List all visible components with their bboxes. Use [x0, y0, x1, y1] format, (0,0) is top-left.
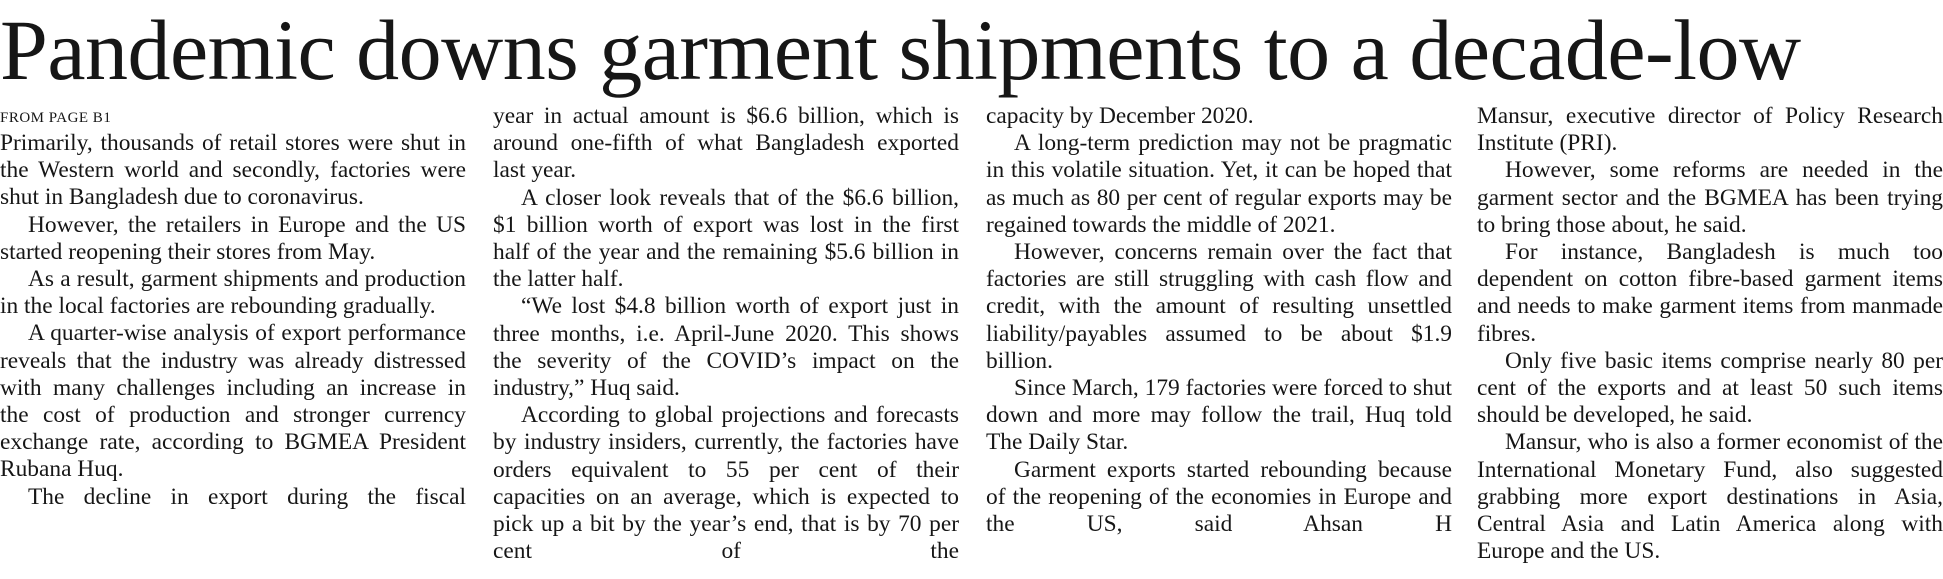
article-column-2	[493, 103, 959, 565]
paragraph: However, the retailers in Europe and the US started reopening their stores from May.	[0, 211, 466, 265]
jump-label: FROM PAGE B1	[0, 110, 112, 126]
paragraph: For instance, Bangladesh is much too dependent on cotton fibre-based garment items and needs to make garment items from manmade fibres.	[1477, 239, 1943, 347]
paragraph: However, some reforms are needed in the garment sector and the BGMEA has been trying to bring those about, he said.	[1477, 157, 1943, 238]
paragraph: A long-term prediction may not be pragmatic in this volatile situation. Yet, it can be hoped that as much as 80 per cent of regular exports may be regained towards the middle of 2021.	[986, 130, 1452, 238]
paragraph: However, concerns remain over the fact that factories are still struggling with cash flow and credit, with the amount of resulting unsettled liability/payables assumed to be about $1.9 billion.	[986, 239, 1452, 374]
paragraph: Mansur, executive director of Policy Research Institute (PRI).	[1477, 103, 1943, 157]
paragraph: Mansur, who is also a former economist of the International Monetary Fund, also suggested grabbing more export destinations in Asia, Central Asia and Latin America along with Europe and the US.	[1477, 429, 1943, 565]
article-column-3	[986, 103, 1452, 538]
paragraph: The decline in export during the fiscal	[28, 483, 466, 510]
paragraph: capacity by December 2020.	[986, 103, 1254, 129]
paragraph: Since March, 179 factories were forced to shut down and more may follow the trail, Huq told The Daily Star.	[986, 375, 1452, 456]
paragraph: A quarter-wise analysis of export performance reveals that the industry was already distressed with many challenges including an increase in the cost of production and stronger currency exchange rate, according to BGMEA President Rubana Huq.	[0, 320, 466, 483]
paragraph: Only five basic items comprise nearly 80 per cent of the exports and at least 50 such items should be developed, he said.	[1477, 347, 1943, 429]
paragraph: As a result, garment shipments and production in the local factories are rebounding gradually.	[0, 266, 466, 320]
headline: Pandemic downs garment shipments to a decade-low	[0, 2, 1801, 98]
paragraph: Garment exports started rebounding because of the reopening of the economies in Europe and the US, said Ahsan H	[986, 456, 1452, 538]
paragraph: “We lost $4.8 billion worth of export just in three months, i.e. April-June 2020. This shows the severity of the COVID’s impact on the industry,” Huq said.	[493, 293, 959, 402]
article-column-4	[1477, 103, 1943, 565]
paragraph: According to global projections and forecasts by industry insiders, currently, the factories have orders equivalent to 55 per cent of their capacities on an average, which is expected to pick up a bit by the year’s end, that is by 70 per cent of the	[493, 402, 959, 565]
article-column-1	[0, 110, 466, 511]
paragraph: year in actual amount is $6.6 billion, which is around one-fifth of what Bangladesh exported last year.	[493, 103, 959, 184]
paragraph: A closer look reveals that of the $6.6 billion, $1 billion worth of export was lost in the first half of the year and the remaining $5.6 billion in the latter half.	[493, 184, 959, 293]
paragraph: Primarily, thousands of retail stores were shut in the Western world and secondly, factories were shut in Bangladesh due to coronavirus.	[0, 130, 466, 211]
